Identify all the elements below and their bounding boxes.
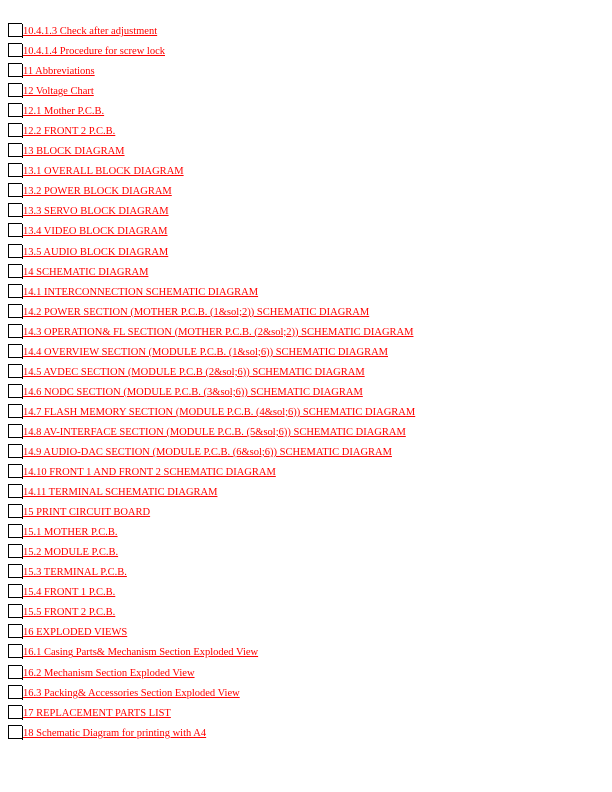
toc-link[interactable]: 12.1 Mother P.C.B. — [23, 106, 105, 118]
toc-entry — [8, 544, 598, 564]
toc-entry — [8, 504, 598, 524]
checkbox-icon — [8, 725, 22, 739]
toc-entry — [8, 665, 598, 685]
checkbox-icon — [8, 203, 22, 217]
toc-link[interactable]: 14.5 AVDEC SECTION (MODULE P.C.B (2&sol;6)) SCHEMATIC DIAGRAM — [23, 366, 365, 378]
checkbox-icon — [8, 264, 22, 278]
toc-link[interactable]: 14.6 NODC SECTION (MODULE P.C.B. (3&sol;6)) SCHEMATIC DIAGRAM — [23, 386, 363, 398]
toc-entry — [8, 705, 598, 725]
checkbox-icon — [8, 685, 22, 699]
toc-entry — [8, 464, 598, 484]
checkbox-icon — [8, 223, 22, 237]
toc-link[interactable]: 14.2 POWER SECTION (MOTHER P.C.B. (1&sol;2)) SCHEMATIC DIAGRAM — [23, 306, 370, 318]
toc-link[interactable]: 13.2 POWER BLOCK DIAGRAM — [23, 186, 172, 198]
checkbox-icon — [8, 644, 22, 658]
checkbox-icon — [8, 544, 22, 558]
toc-link[interactable]: 14.10 FRONT 1 AND FRONT 2 SCHEMATIC DIAGRAM — [23, 467, 276, 479]
toc-link[interactable]: 14.9 AUDIO-DAC SECTION (MODULE P.C.B. (6&sol;6)) SCHEMATIC DIAGRAM — [23, 446, 392, 458]
checkbox-icon — [8, 83, 22, 97]
toc-link[interactable]: 15.4 FRONT 1 P.C.B. — [23, 587, 116, 599]
checkbox-icon — [8, 284, 22, 298]
toc-entry — [8, 524, 598, 544]
toc-entry — [8, 284, 598, 304]
toc-link[interactable]: 14.8 AV-INTERFACE SECTION (MODULE P.C.B. (5&sol;6)) SCHEMATIC DIAGRAM — [23, 426, 406, 438]
checkbox-icon — [8, 584, 22, 598]
toc-entry — [8, 123, 598, 143]
toc-entry — [8, 624, 598, 644]
toc-link[interactable]: 10.4.1.3 Check after adjustment — [23, 26, 158, 37]
toc-entry — [8, 685, 598, 705]
toc-entry — [8, 264, 598, 284]
toc-entry — [8, 163, 598, 183]
checkbox-icon — [8, 324, 22, 338]
toc-link[interactable]: 14 SCHEMATIC DIAGRAM — [23, 266, 149, 278]
toc-link[interactable]: 14.1 INTERCONNECTION SCHEMATIC DIAGRAM — [23, 286, 259, 298]
toc-link[interactable]: 15.1 MOTHER P.C.B. — [23, 527, 118, 539]
checkbox-icon — [8, 444, 22, 458]
toc-entry — [8, 344, 598, 364]
checkbox-icon — [8, 43, 22, 57]
checkbox-icon — [8, 143, 22, 157]
toc-entry — [8, 103, 598, 123]
checkbox-icon — [8, 304, 22, 318]
toc-link[interactable]: 14.3 OPERATION& FL SECTION (MOTHER P.C.B. (2&sol;2)) SCHEMATIC DIAGRAM — [23, 326, 414, 338]
checkbox-icon — [8, 23, 22, 37]
toc-link[interactable]: 15.3 TERMINAL P.C.B. — [23, 567, 127, 579]
toc-link[interactable]: 10.4.1.4 Procedure for screw lock — [23, 46, 165, 58]
checkbox-icon — [8, 183, 22, 197]
toc-link[interactable]: 15 PRINT CIRCUIT BOARD — [23, 507, 151, 519]
toc-entry — [8, 725, 598, 745]
toc-link[interactable]: 16.2 Mechanism Section Exploded View — [23, 667, 195, 679]
toc-link[interactable]: 13.5 AUDIO BLOCK DIAGRAM — [23, 246, 169, 258]
checkbox-icon — [8, 665, 22, 679]
toc-link[interactable]: 13.1 OVERALL BLOCK DIAGRAM — [23, 166, 184, 178]
checkbox-icon — [8, 404, 22, 418]
toc-entry — [8, 324, 598, 344]
toc-entry — [8, 43, 598, 63]
toc-entry — [8, 384, 598, 404]
toc-link[interactable]: 14.4 OVERVIEW SECTION (MODULE P.C.B. (1&sol;6)) SCHEMATIC DIAGRAM — [23, 346, 389, 358]
checkbox-icon — [8, 604, 22, 618]
table-of-contents — [8, 23, 598, 745]
toc-link[interactable]: 16.3 Packing& Accessories Section Exploded View — [23, 687, 240, 699]
toc-entry — [8, 23, 598, 43]
toc-link[interactable]: 18 Schematic Diagram for printing with A4 — [23, 727, 207, 739]
toc-entry — [8, 83, 598, 103]
toc-link[interactable]: 15.2 MODULE P.C.B. — [23, 547, 119, 559]
checkbox-icon — [8, 624, 22, 638]
checkbox-icon — [8, 384, 22, 398]
toc-link[interactable]: 15.5 FRONT 2 P.C.B. — [23, 607, 116, 619]
checkbox-icon — [8, 344, 22, 358]
toc-entry — [8, 203, 598, 223]
toc-entry — [8, 604, 598, 624]
toc-link[interactable]: 16 EXPLODED VIEWS — [23, 627, 128, 639]
toc-entry — [8, 424, 598, 444]
toc-entry — [8, 404, 598, 424]
toc-link[interactable]: 13 BLOCK DIAGRAM — [23, 146, 125, 158]
toc-link[interactable]: 13.3 SERVO BLOCK DIAGRAM — [23, 206, 169, 218]
checkbox-icon — [8, 524, 22, 538]
checkbox-icon — [8, 63, 22, 77]
checkbox-icon — [8, 484, 22, 498]
toc-entry — [8, 564, 598, 584]
checkbox-icon — [8, 424, 22, 438]
checkbox-icon — [8, 705, 22, 719]
toc-entry — [8, 143, 598, 163]
toc-entry — [8, 223, 598, 243]
checkbox-icon — [8, 163, 22, 177]
toc-entry — [8, 364, 598, 384]
checkbox-icon — [8, 464, 22, 478]
toc-link[interactable]: 13.4 VIDEO BLOCK DIAGRAM — [23, 226, 168, 238]
toc-link[interactable]: 12.2 FRONT 2 P.C.B. — [23, 126, 116, 138]
toc-entry — [8, 244, 598, 264]
toc-entry — [8, 63, 598, 83]
toc-link[interactable]: 14.11 TERMINAL SCHEMATIC DIAGRAM — [23, 487, 218, 499]
checkbox-icon — [8, 103, 22, 117]
checkbox-icon — [8, 364, 22, 378]
toc-entry — [8, 444, 598, 464]
checkbox-icon — [8, 564, 22, 578]
toc-link[interactable]: 16.1 Casing Parts& Mechanism Section Exploded View — [23, 647, 259, 659]
toc-entry — [8, 484, 598, 504]
toc-link[interactable]: 17 REPLACEMENT PARTS LIST — [23, 707, 171, 719]
toc-link[interactable]: 11 Abbreviations — [23, 66, 95, 78]
toc-entry — [8, 584, 598, 604]
toc-entry — [8, 644, 598, 664]
checkbox-icon — [8, 123, 22, 137]
checkbox-icon — [8, 244, 22, 258]
toc-entry — [8, 183, 598, 203]
checkbox-icon — [8, 504, 22, 518]
toc-link[interactable]: 14.7 FLASH MEMORY SECTION (MODULE P.C.B. (4&sol;6)) SCHEMATIC DIAGRAM — [23, 406, 416, 418]
toc-link[interactable]: 12 Voltage Chart — [23, 86, 94, 98]
toc-entry — [8, 304, 598, 324]
